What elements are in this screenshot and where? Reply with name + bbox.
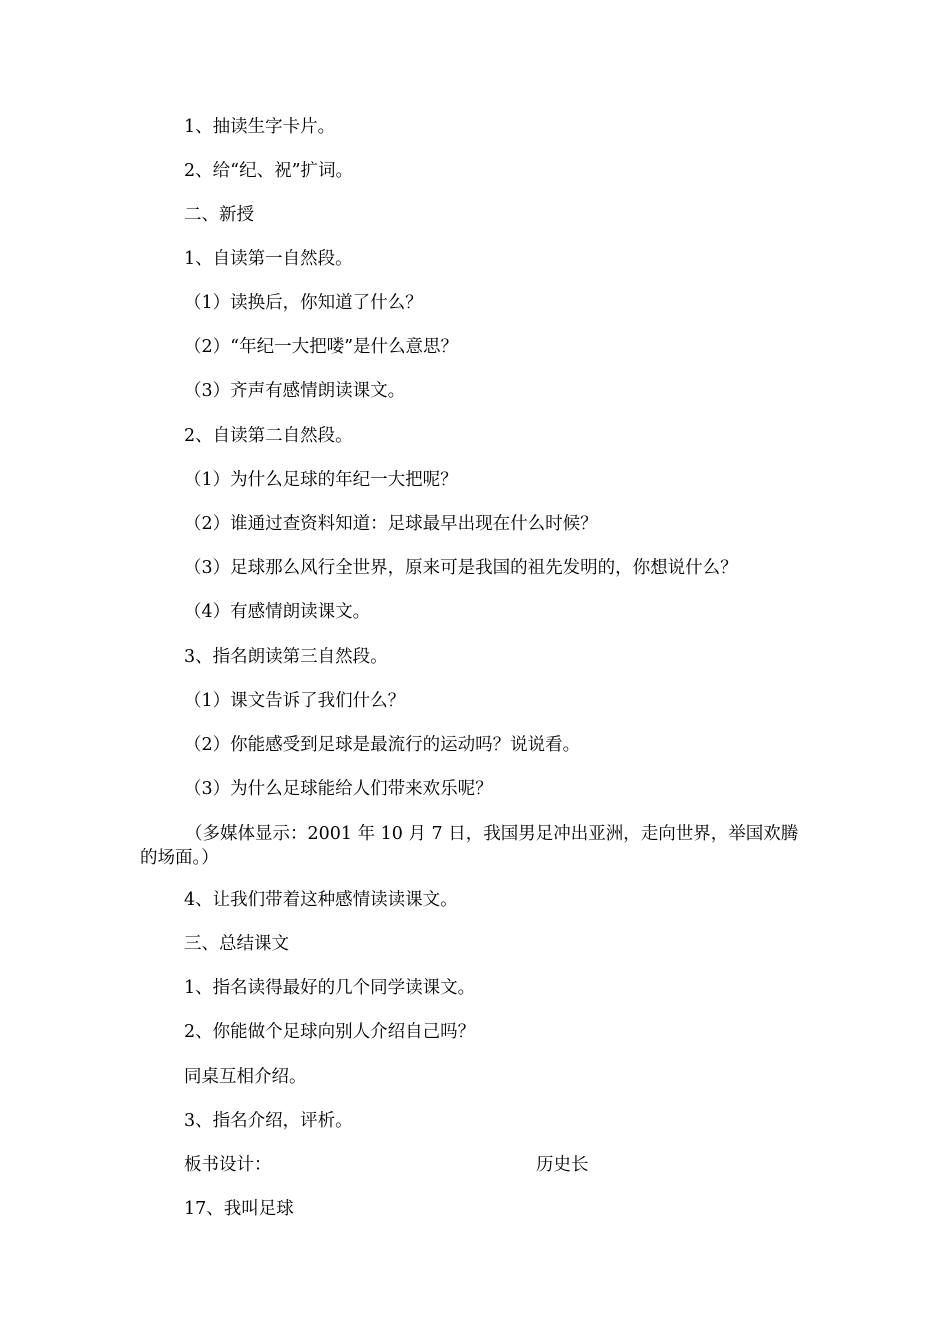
text-line: （1）课文告诉了我们什么？ [184,691,406,711]
text-line: （4）有感情朗读课文。 [184,602,371,622]
section-heading: 三、总结课文 [184,934,289,954]
text-line: 同桌互相介绍。 [184,1067,307,1087]
text-line: （3）为什么足球能给人们带来欢乐呢？ [184,779,493,799]
section-heading: 二、新授 [184,205,254,225]
text-line: 4、让我们带着这种感情读读课文。 [184,890,458,910]
text-line: （3）足球那么风行全世界，原来可是我国的祖先发明的，你想说什么？ [184,558,738,578]
text-line: 3、指名介绍，评析。 [184,1111,353,1131]
text-line: （1）为什么足球的年纪一大把呢？ [184,470,458,490]
text-line: （2）谁通过查资料知道：足球最早出现在什么时候？ [184,514,598,534]
text-line: 2、你能做个足球向别人介绍自己吗？ [184,1022,476,1042]
board-design-item: 历史长 [536,1155,589,1175]
lesson-title: 17、我叫足球 [184,1199,294,1219]
board-design-label: 板书设计： [184,1155,272,1175]
text-line: 1、自读第一自然段。 [184,249,353,269]
text-line: （1）读换后，你知道了什么？ [184,293,423,313]
text-line: （3）齐声有感情朗读课文。 [184,381,406,401]
text-line: 1、指名读得最好的几个同学读课文。 [184,978,476,998]
media-note-paragraph: （多媒体显示：2001 年 10 月 7 日，我国男足冲出亚洲，走向世界，举国欢腾的场面。） [140,824,799,868]
text-line: 3、指名朗读第三自然段。 [184,647,388,667]
text-line: 1、抽读生字卡片。 [184,117,336,137]
text-line: 2、给“纪、祝”扩词。 [184,161,354,181]
text-line: （2）“年纪一大把喽”是什么意思？ [184,337,459,357]
text-line: 2、自读第二自然段。 [184,426,353,446]
text-line: （2）你能感受到足球是最流行的运动吗？说说看。 [184,735,581,755]
